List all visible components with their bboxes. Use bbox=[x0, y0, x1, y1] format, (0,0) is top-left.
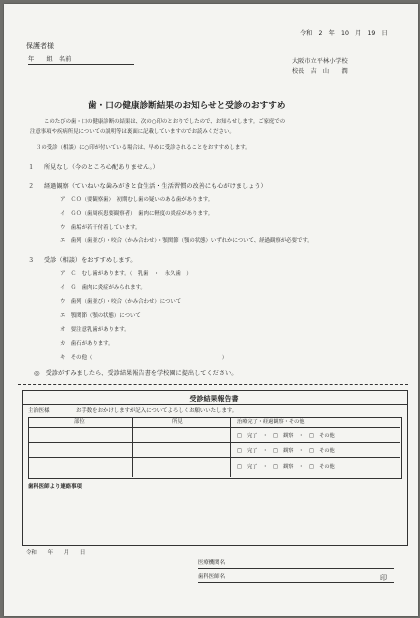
principal-name: 校長 吉 山 潤 bbox=[292, 68, 348, 75]
item-3-sub-e: オ 要注意乳歯があります。 bbox=[60, 327, 130, 333]
notice-sheet bbox=[4, 4, 418, 616]
report-title: 受診結果報告書 bbox=[189, 395, 239, 403]
submit-note: ◎ 受診がすみましたら、受診結果報告書を学校園に提出してください。 bbox=[34, 370, 238, 377]
dentist-field[interactable] bbox=[198, 582, 394, 583]
item-3-sub-g: キ その他（ ） bbox=[60, 355, 228, 361]
clinic-field[interactable] bbox=[198, 568, 394, 569]
col-site-header: 部位 bbox=[74, 419, 85, 425]
status-row-1[interactable]: 治療完了・経過観察・その他 bbox=[237, 419, 305, 425]
grade-class-name-field: 年 組 名前 bbox=[28, 56, 134, 65]
doctor-label: 主治医様 bbox=[28, 408, 50, 414]
status-row-2[interactable]: □ 完了 ・ □ 観察 ・ □ その他 bbox=[237, 433, 335, 439]
item-2-number: ２ bbox=[28, 183, 35, 190]
seal-mark: 印 bbox=[380, 574, 387, 582]
dentist-label: 歯科医師名 bbox=[198, 574, 225, 580]
item-3-number: ３ bbox=[28, 257, 35, 264]
item-3-sub-f: カ 歯石があります。 bbox=[60, 341, 114, 347]
item-2-sub-a: ア ＣＯ（要観察歯） 初期むし歯の疑いのある歯があります。 bbox=[60, 197, 214, 203]
item-3-sub-c: ウ 歯列（歯並び）・咬合（かみ合わせ）について bbox=[60, 299, 182, 305]
item-2-sub-d: エ 歯列（歯並び）・咬合（かみ合わせ）・顎関節（顎の状態）いずれかについて、経過観察が必要です。 bbox=[60, 238, 313, 244]
item-2-label: 経過観察（ていねいな歯みがきと食生活・生活習慣の改善にも心がけましょう） bbox=[44, 183, 267, 190]
recipient-label: 保護者様 bbox=[26, 42, 54, 50]
item-1-label: 所見なし（今のところ心配ありません。） bbox=[44, 164, 159, 171]
col-finding-header: 所見 bbox=[172, 419, 183, 425]
doctor-message: お手数をおかけしますが記入についてよろしくお願いいたします。 bbox=[76, 408, 238, 414]
page-title: 歯・口の健康診断結果のお知らせと受診のおすすめ bbox=[88, 101, 286, 111]
table-row-rule-1 bbox=[28, 442, 400, 443]
school-name: 大阪市立平林小学校 bbox=[292, 58, 348, 65]
report-title-rule bbox=[22, 404, 407, 405]
item-2-sub-b: イ ＧＯ（歯周疾患要観察者） 歯肉に軽度の炎症があります。 bbox=[60, 211, 214, 217]
clinic-label: 医療機関名 bbox=[198, 560, 225, 566]
item-3-sub-d: エ 顎関節（顎の状態）について bbox=[60, 313, 141, 319]
footer-date: 令和 年 月 日 bbox=[26, 550, 86, 556]
item-3-label: 受診（相談）をおすすめします。 bbox=[44, 257, 137, 264]
item-3-sub-a: ア Ｃ むし歯があります。（ 乳歯 ・ 永久歯 ） bbox=[60, 271, 192, 277]
table-row-rule-2 bbox=[28, 457, 400, 458]
intro-line-2: 注意事項や疾病所見についての説明等は裏面に記載していますのでお読みください。 bbox=[30, 129, 235, 135]
item-3-sub-b: イ Ｇ 歯肉に炎症がみられます。 bbox=[60, 285, 146, 291]
item-2-sub-c: ウ 歯垢が若干付着しています。 bbox=[60, 225, 141, 231]
table-header-rule bbox=[28, 427, 400, 428]
item-1-number: １ bbox=[28, 164, 35, 171]
intro-line-1: このたびの歯・口の健康診断の結果は、次の○印のとおりでしたので、お知らせします。ご家庭での bbox=[44, 119, 286, 125]
intro-line-3: ３の受診（相談）に○印が付いている場合は、早めに受診されることをおすすめします。 bbox=[36, 145, 251, 151]
issue-date: 令和 2 年 10 月 19 日 bbox=[300, 30, 388, 37]
contact-label: 歯科医師より連絡事項 bbox=[28, 484, 82, 490]
table-divider-1 bbox=[132, 417, 133, 477]
status-row-3[interactable]: □ 完了 ・ □ 観察 ・ □ その他 bbox=[237, 448, 335, 454]
status-row-4[interactable]: □ 完了 ・ □ 観察 ・ □ その他 bbox=[237, 464, 335, 470]
cut-line bbox=[18, 384, 408, 385]
table-divider-2 bbox=[230, 417, 231, 477]
